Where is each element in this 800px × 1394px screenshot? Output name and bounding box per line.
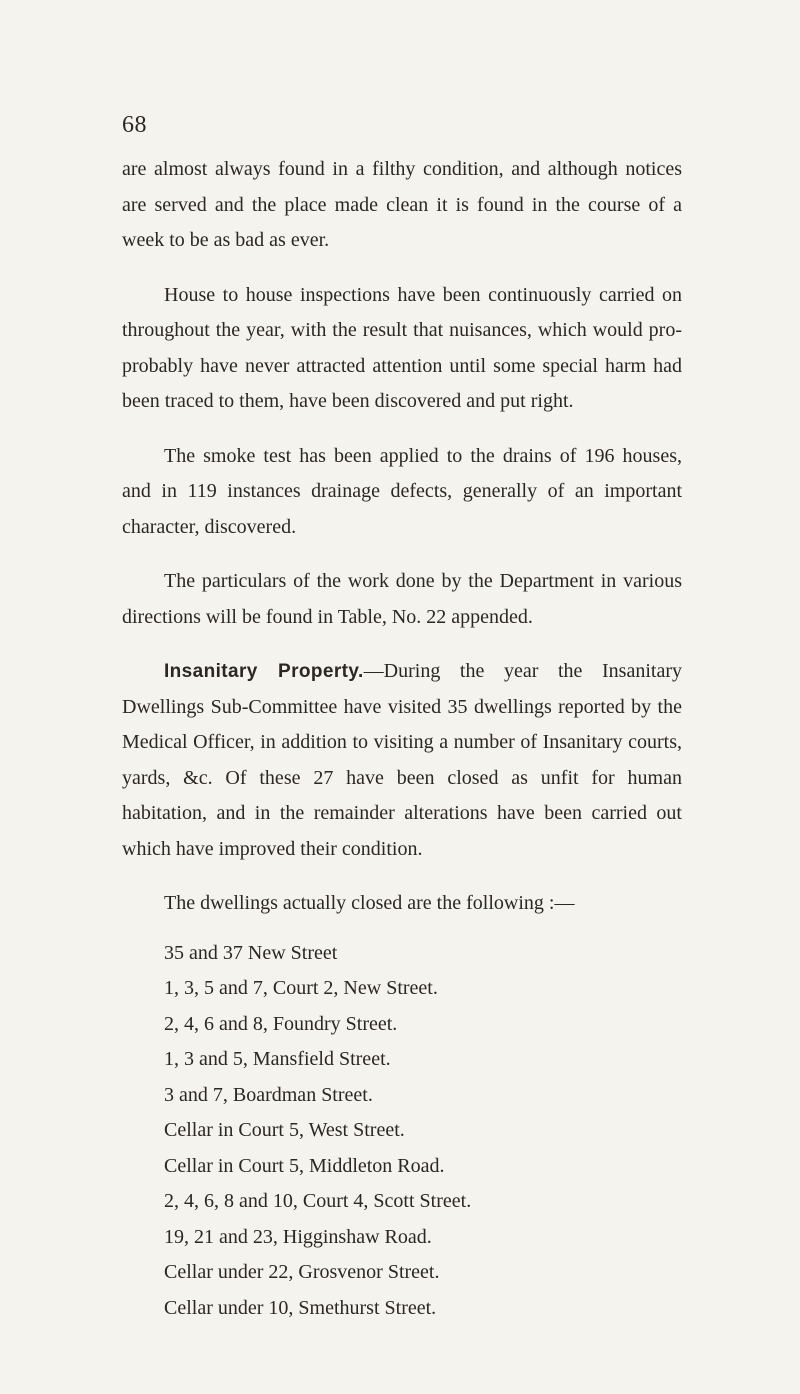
closed-dwellings-intro: The dwellings actually closed are the following :— [164,892,575,914]
paragraph-department-work: The particulars of the work done by the Department in various directions will be found in Table, No. 22 appended. [122,570,682,628]
list-item: 35 and 37 New Street [164,941,338,964]
closed-dwellings-list [122,936,682,1327]
list-item: Cellar under 10, Smethurst Street. [164,1296,437,1319]
list-item: 1, 3 and 5, Mansfield Street. [164,1048,391,1070]
list-item: Cellar in Court 5, West Street. [164,1119,405,1141]
page-number: 68 [122,112,147,138]
list-item: 19, 21 and 23, Higginshaw Road. [164,1225,432,1248]
body-text [122,152,682,1326]
paragraph-insanitary-property-body: —During the year the Insanitary Dwellings Sub-Committee have visited 35 dwellings reported by the Medical Officer, in addition to visiting a number of Insanitary courts, yards, &c. Of these 27 have been closed as unfit for human habitation, and in the remainder alterations have been carried out which have improved their condition. [122,660,682,860]
section-heading-insanitary-property: Insanitary Property. [164,661,364,682]
list-item: Cellar under 22, Grosvenor Street. [164,1261,440,1283]
paragraph-house-inspections: House to house inspections have been continuously carried on throughout the year, with the result that nuisances, which would pro- probably have never attracted attention until some special harm had been traced to them, have been discovered and put right. [122,283,682,412]
list-item: 2, 4, 6, 8 and 10, Court 4, Scott Street. [164,1190,472,1212]
paragraph-smoke-test: The smoke test has been applied to the drains of 196 houses, and in 119 instances drainage defects, generally of an important character, discovered. [122,444,682,538]
paragraph-insanitary-property [122,654,682,867]
paragraph-continuation: are almost always found in a filthy condition, and although notices are served and the place made clean it is found in the course of a week to be as bad as ever. [122,158,682,251]
list-item: 2, 4, 6 and 8, Foundry Street. [164,1012,398,1035]
list-item: 3 and 7, Boardman Street. [164,1083,373,1106]
list-item: Cellar in Court 5, Middleton Road. [164,1154,445,1177]
list-item: 1, 3, 5 and 7, Court 2, New Street. [164,977,438,999]
